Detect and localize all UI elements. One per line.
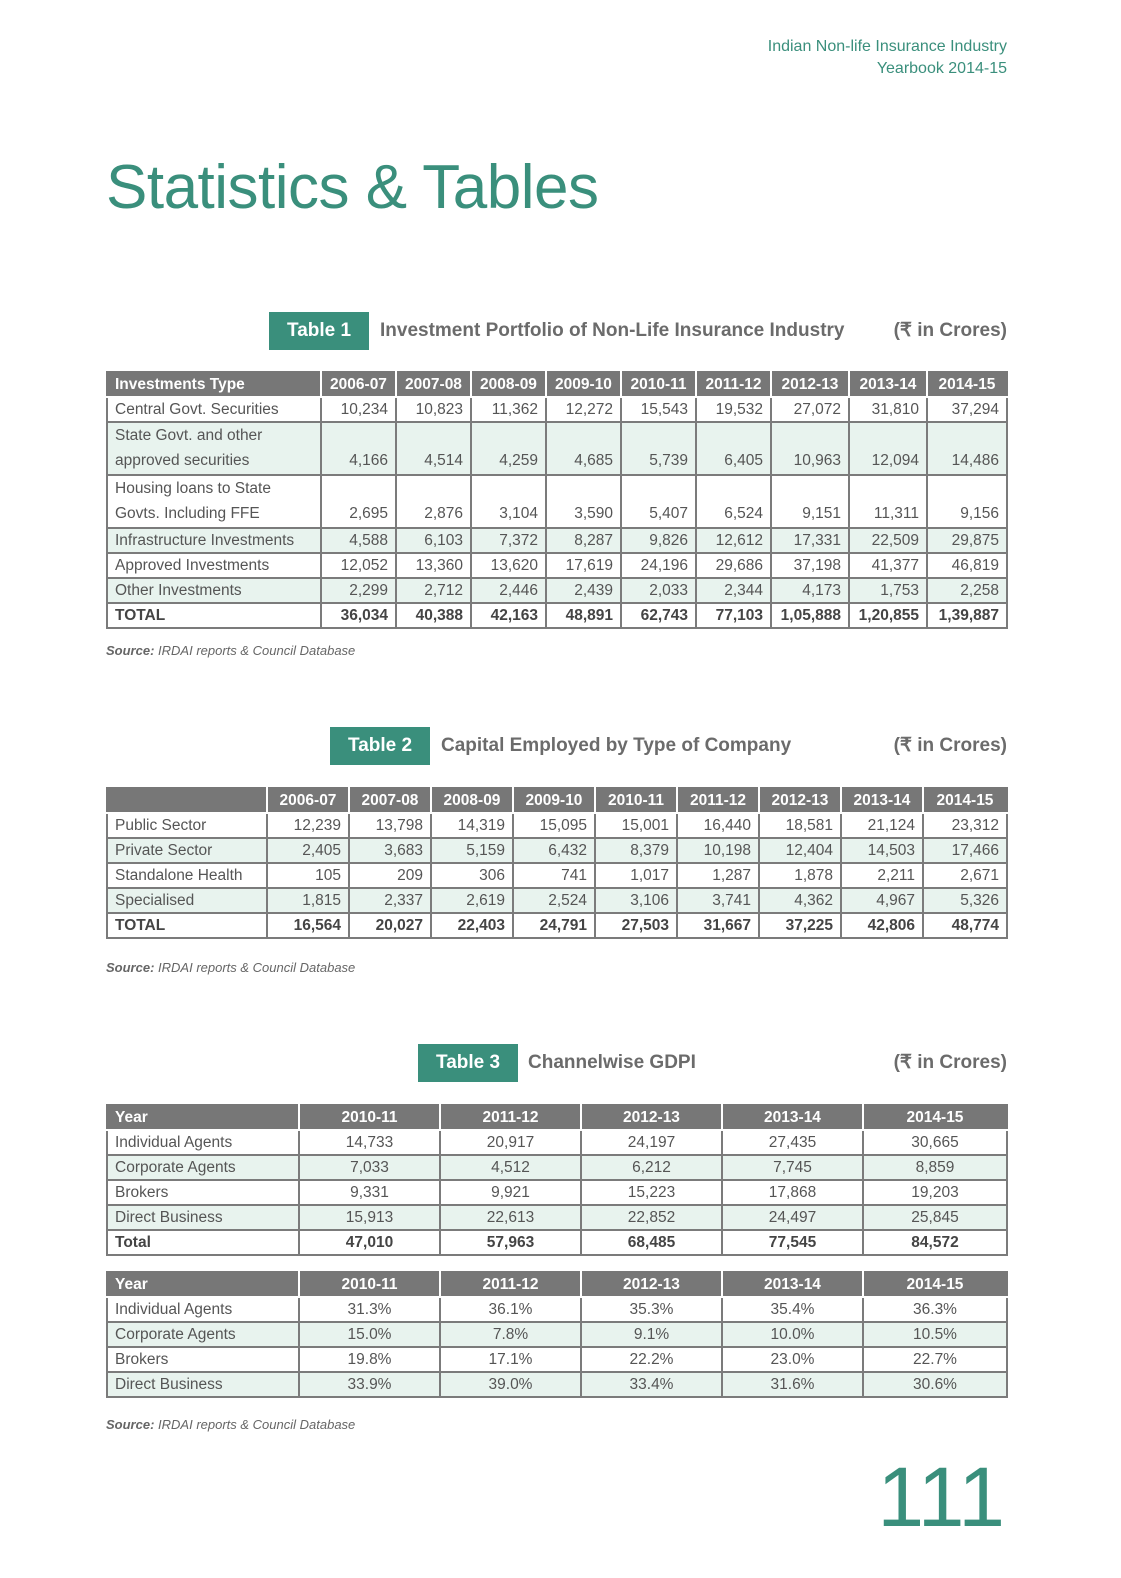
table2-source <box>106 960 355 975</box>
table-cell: 4,967 <box>841 888 923 913</box>
table-cell: 11,362 <box>471 397 546 422</box>
table-cell: 10,963 <box>771 422 849 475</box>
table-cell: 42,806 <box>841 913 923 938</box>
column-header: 2007-08 <box>349 788 431 813</box>
source-text: IRDAI reports & Council Database <box>158 643 356 658</box>
header-row <box>107 372 1007 397</box>
table-cell: 17,331 <box>771 528 849 553</box>
table-cell: 4,514 <box>396 422 471 475</box>
table-cell: 20,027 <box>349 913 431 938</box>
table-row <box>107 1205 1007 1230</box>
table-row <box>107 553 1007 578</box>
table-cell: 2,876 <box>396 475 471 528</box>
table-row <box>107 578 1007 603</box>
table-cell: 22,852 <box>581 1205 722 1230</box>
table-cell: 22,613 <box>440 1205 581 1230</box>
table-cell: 15,913 <box>299 1205 440 1230</box>
table-cell: 31,810 <box>849 397 927 422</box>
table-row <box>107 422 1007 475</box>
investment-portfolio-table <box>106 371 1008 629</box>
table-cell: 23.0% <box>722 1347 863 1372</box>
table-cell: 25,845 <box>863 1205 1007 1230</box>
table-cell: 14,486 <box>927 422 1007 475</box>
row-label: Other Investments <box>107 578 321 603</box>
table1-badge: Table 1 <box>269 312 369 350</box>
table-cell: 4,588 <box>321 528 396 553</box>
table-cell: 3,741 <box>677 888 759 913</box>
table-cell: 77,103 <box>696 603 771 628</box>
table-cell: 5,407 <box>621 475 696 528</box>
table-cell: 46,819 <box>927 553 1007 578</box>
table-cell: 48,891 <box>546 603 621 628</box>
table-cell: 2,211 <box>841 863 923 888</box>
table-cell: 2,671 <box>923 863 1007 888</box>
column-header: 2012-13 <box>771 372 849 397</box>
table3-title: Channelwise GDPI <box>528 1052 696 1073</box>
column-header: 2014-15 <box>927 372 1007 397</box>
table-cell: 2,344 <box>696 578 771 603</box>
table-cell: 8,287 <box>546 528 621 553</box>
table-cell: 18,581 <box>759 813 841 838</box>
column-header: 2013-14 <box>722 1272 863 1297</box>
table-cell: 11,311 <box>849 475 927 528</box>
table-cell: 4,259 <box>471 422 546 475</box>
column-header: 2012-13 <box>759 788 841 813</box>
table-cell: 2,299 <box>321 578 396 603</box>
row-label: Specialised <box>107 888 267 913</box>
table-cell: 24,497 <box>722 1205 863 1230</box>
row-label-header: Year <box>107 1105 299 1130</box>
table-row <box>107 1297 1007 1322</box>
column-header: 2006-07 <box>267 788 349 813</box>
table-cell: 19.8% <box>299 1347 440 1372</box>
table-cell: 12,239 <box>267 813 349 838</box>
table-cell: 4,685 <box>546 422 621 475</box>
table-cell: 12,052 <box>321 553 396 578</box>
header-line-2: Yearbook 2014-15 <box>876 60 1007 77</box>
table-cell: 7,372 <box>471 528 546 553</box>
table-cell: 10,234 <box>321 397 396 422</box>
table-cell: 24,791 <box>513 913 595 938</box>
column-header: 2009-10 <box>546 372 621 397</box>
table-cell: 9,156 <box>927 475 1007 528</box>
table-cell: 31.3% <box>299 1297 440 1322</box>
table-cell: 6,103 <box>396 528 471 553</box>
table-cell: 17,868 <box>722 1180 863 1205</box>
table-cell: 10,823 <box>396 397 471 422</box>
table-row <box>107 397 1007 422</box>
source-label: Source: <box>106 960 155 975</box>
table-cell: 35.4% <box>722 1297 863 1322</box>
table-cell: 33.4% <box>581 1372 722 1397</box>
column-header: 2011-12 <box>696 372 771 397</box>
column-header: 2011-12 <box>440 1105 581 1130</box>
table-cell: 33.9% <box>299 1372 440 1397</box>
row-label: Housing loans to State Govts. Including FFE <box>107 475 321 528</box>
table-cell: 306 <box>431 863 513 888</box>
table-cell: 4,362 <box>759 888 841 913</box>
table-row <box>107 838 1007 863</box>
table-cell: 68,485 <box>581 1230 722 1255</box>
table-cell: 27,435 <box>722 1130 863 1155</box>
table-cell: 9,826 <box>621 528 696 553</box>
table-cell: 2,712 <box>396 578 471 603</box>
running-header <box>768 36 1007 80</box>
row-label-header: Year <box>107 1272 299 1297</box>
header-row <box>107 788 1007 813</box>
table-cell: 8,379 <box>595 838 677 863</box>
header-line-1: Indian Non-life Insurance Industry <box>767 38 1007 55</box>
source-label: Source: <box>106 643 155 658</box>
table-cell: 17.1% <box>440 1347 581 1372</box>
source-label: Source: <box>106 1417 155 1432</box>
row-label: Corporate Agents <box>107 1155 299 1180</box>
row-label: Total <box>107 1230 299 1255</box>
table-cell: 6,524 <box>696 475 771 528</box>
column-header: 2012-13 <box>581 1272 722 1297</box>
table-cell: 1,287 <box>677 863 759 888</box>
table-cell: 7.8% <box>440 1322 581 1347</box>
column-header: 2008-09 <box>431 788 513 813</box>
table-cell: 57,963 <box>440 1230 581 1255</box>
row-label: State Govt. and other approved securities <box>107 422 321 475</box>
table-cell: 13,798 <box>349 813 431 838</box>
table-row <box>107 1347 1007 1372</box>
table-cell: 1,05,888 <box>771 603 849 628</box>
table-cell: 7,033 <box>299 1155 440 1180</box>
column-header: 2010-11 <box>299 1272 440 1297</box>
table-cell: 31.6% <box>722 1372 863 1397</box>
table-cell: 105 <box>267 863 349 888</box>
table-cell: 2,337 <box>349 888 431 913</box>
table-cell: 77,545 <box>722 1230 863 1255</box>
table-cell: 4,512 <box>440 1155 581 1180</box>
column-header: 2006-07 <box>321 372 396 397</box>
column-header: 2010-11 <box>299 1105 440 1130</box>
source-text: IRDAI reports & Council Database <box>158 960 356 975</box>
table-cell: 2,439 <box>546 578 621 603</box>
table-row <box>107 475 1007 528</box>
table3-caption <box>108 1044 1007 1082</box>
table-cell: 17,466 <box>923 838 1007 863</box>
table-cell: 1,815 <box>267 888 349 913</box>
header-row <box>107 1105 1007 1130</box>
table-cell: 37,294 <box>927 397 1007 422</box>
table-cell: 2,524 <box>513 888 595 913</box>
page-number: 111 <box>877 1450 1005 1544</box>
table3-badge: Table 3 <box>418 1044 518 1082</box>
table-cell: 1,017 <box>595 863 677 888</box>
table-cell: 2,619 <box>431 888 513 913</box>
table-cell: 41,377 <box>849 553 927 578</box>
table-row <box>107 1230 1007 1255</box>
column-header: 2014-15 <box>923 788 1007 813</box>
column-header: 2010-11 <box>621 372 696 397</box>
table-cell: 15,543 <box>621 397 696 422</box>
table-cell: 37,198 <box>771 553 849 578</box>
table-row <box>107 528 1007 553</box>
table-cell: 3,106 <box>595 888 677 913</box>
column-header: 2012-13 <box>581 1105 722 1130</box>
row-label: Approved Investments <box>107 553 321 578</box>
table-cell: 13,360 <box>396 553 471 578</box>
table-row <box>107 1130 1007 1155</box>
table-row <box>107 863 1007 888</box>
table-cell: 6,212 <box>581 1155 722 1180</box>
table-cell: 15.0% <box>299 1322 440 1347</box>
table-cell: 3,683 <box>349 838 431 863</box>
row-label: Standalone Health <box>107 863 267 888</box>
table-cell: 13,620 <box>471 553 546 578</box>
table-cell: 9,921 <box>440 1180 581 1205</box>
table-cell: 9.1% <box>581 1322 722 1347</box>
table-cell: 36.1% <box>440 1297 581 1322</box>
row-label: Individual Agents <box>107 1297 299 1322</box>
table-cell: 12,404 <box>759 838 841 863</box>
row-label: TOTAL <box>107 603 321 628</box>
table-cell: 23,312 <box>923 813 1007 838</box>
column-header: 2014-15 <box>863 1105 1007 1130</box>
table-cell: 36,034 <box>321 603 396 628</box>
row-label: TOTAL <box>107 913 267 938</box>
source-text: IRDAI reports & Council Database <box>158 1417 356 1432</box>
table-cell: 19,203 <box>863 1180 1007 1205</box>
header-row <box>107 1272 1007 1297</box>
row-label-header <box>107 788 267 813</box>
table-cell: 30.6% <box>863 1372 1007 1397</box>
table-cell: 19,532 <box>696 397 771 422</box>
page-title: Statistics & Tables <box>106 153 599 222</box>
row-label: Brokers <box>107 1347 299 1372</box>
table-cell: 8,859 <box>863 1155 1007 1180</box>
table-cell: 21,124 <box>841 813 923 838</box>
table-cell: 31,667 <box>677 913 759 938</box>
table-cell: 20,917 <box>440 1130 581 1155</box>
channelwise-gdpi-share-table <box>106 1271 1008 1398</box>
table-cell: 42,163 <box>471 603 546 628</box>
table-cell: 3,104 <box>471 475 546 528</box>
table-cell: 5,739 <box>621 422 696 475</box>
table-row <box>107 603 1007 628</box>
table-cell: 62,743 <box>621 603 696 628</box>
table1-caption <box>108 312 1007 350</box>
table-row <box>107 1180 1007 1205</box>
table1-unit: (₹ in Crores) <box>893 320 1007 341</box>
row-label: Brokers <box>107 1180 299 1205</box>
table-cell: 27,072 <box>771 397 849 422</box>
table-row <box>107 1372 1007 1397</box>
table-cell: 29,875 <box>927 528 1007 553</box>
table-cell: 16,564 <box>267 913 349 938</box>
table-cell: 3,590 <box>546 475 621 528</box>
table-row <box>107 813 1007 838</box>
table-cell: 30,665 <box>863 1130 1007 1155</box>
table-cell: 7,745 <box>722 1155 863 1180</box>
table-row <box>107 888 1007 913</box>
column-header: 2008-09 <box>471 372 546 397</box>
table-cell: 10,198 <box>677 838 759 863</box>
table-cell: 16,440 <box>677 813 759 838</box>
table-cell: 15,223 <box>581 1180 722 1205</box>
table-cell: 84,572 <box>863 1230 1007 1255</box>
row-label: Corporate Agents <box>107 1322 299 1347</box>
table-cell: 12,272 <box>546 397 621 422</box>
row-label: Central Govt. Securities <box>107 397 321 422</box>
table-row <box>107 913 1007 938</box>
column-header: 2010-11 <box>595 788 677 813</box>
column-header: 2011-12 <box>440 1272 581 1297</box>
table3-unit: (₹ in Crores) <box>893 1052 1007 1073</box>
table-cell: 22,403 <box>431 913 513 938</box>
row-label: Direct Business <box>107 1372 299 1397</box>
table-cell: 27,503 <box>595 913 677 938</box>
table-cell: 1,753 <box>849 578 927 603</box>
table-cell: 6,432 <box>513 838 595 863</box>
table-cell: 24,197 <box>581 1130 722 1155</box>
row-label: Private Sector <box>107 838 267 863</box>
table-cell: 17,619 <box>546 553 621 578</box>
table-cell: 14,319 <box>431 813 513 838</box>
table-row <box>107 1322 1007 1347</box>
table-cell: 5,159 <box>431 838 513 863</box>
table-cell: 4,166 <box>321 422 396 475</box>
row-label: Infrastructure Investments <box>107 528 321 553</box>
table-cell: 741 <box>513 863 595 888</box>
table1-title: Investment Portfolio of Non-Life Insurance Industry <box>380 320 845 341</box>
row-label: Direct Business <box>107 1205 299 1230</box>
column-header: 2009-10 <box>513 788 595 813</box>
table-cell: 47,010 <box>299 1230 440 1255</box>
table-cell: 48,774 <box>923 913 1007 938</box>
table2-badge: Table 2 <box>330 727 430 765</box>
table-cell: 22.2% <box>581 1347 722 1372</box>
table-cell: 2,446 <box>471 578 546 603</box>
table-cell: 209 <box>349 863 431 888</box>
table-cell: 1,878 <box>759 863 841 888</box>
row-label: Public Sector <box>107 813 267 838</box>
table-cell: 15,001 <box>595 813 677 838</box>
table-cell: 2,405 <box>267 838 349 863</box>
table-cell: 29,686 <box>696 553 771 578</box>
table-cell: 14,733 <box>299 1130 440 1155</box>
table-cell: 1,20,855 <box>849 603 927 628</box>
table-cell: 35.3% <box>581 1297 722 1322</box>
table-cell: 12,612 <box>696 528 771 553</box>
table-cell: 5,326 <box>923 888 1007 913</box>
column-header: 2013-14 <box>849 372 927 397</box>
table2-unit: (₹ in Crores) <box>893 735 1007 756</box>
table-cell: 39.0% <box>440 1372 581 1397</box>
table2-title: Capital Employed by Type of Company <box>441 735 792 756</box>
table2-caption <box>108 727 1007 765</box>
table-cell: 12,094 <box>849 422 927 475</box>
table1-source <box>106 643 355 658</box>
table-cell: 2,258 <box>927 578 1007 603</box>
table-cell: 6,405 <box>696 422 771 475</box>
table-cell: 24,196 <box>621 553 696 578</box>
row-label-header: Investments Type <box>107 372 321 397</box>
table-cell: 10.5% <box>863 1322 1007 1347</box>
channelwise-gdpi-table <box>106 1104 1008 1256</box>
table-cell: 1,39,887 <box>927 603 1007 628</box>
column-header: 2013-14 <box>841 788 923 813</box>
table-row <box>107 1155 1007 1180</box>
table-cell: 15,095 <box>513 813 595 838</box>
table-cell: 10.0% <box>722 1322 863 1347</box>
column-header: 2014-15 <box>863 1272 1007 1297</box>
row-label: Individual Agents <box>107 1130 299 1155</box>
table-cell: 22,509 <box>849 528 927 553</box>
table-cell: 37,225 <box>759 913 841 938</box>
table-cell: 22.7% <box>863 1347 1007 1372</box>
table-cell: 9,151 <box>771 475 849 528</box>
table-cell: 40,388 <box>396 603 471 628</box>
table-cell: 14,503 <box>841 838 923 863</box>
table-cell: 36.3% <box>863 1297 1007 1322</box>
table3-source <box>106 1417 355 1432</box>
table-cell: 9,331 <box>299 1180 440 1205</box>
column-header: 2013-14 <box>722 1105 863 1130</box>
table-cell: 2,033 <box>621 578 696 603</box>
capital-employed-table <box>106 787 1008 939</box>
table-cell: 4,173 <box>771 578 849 603</box>
table-cell: 2,695 <box>321 475 396 528</box>
column-header: 2011-12 <box>677 788 759 813</box>
column-header: 2007-08 <box>396 372 471 397</box>
